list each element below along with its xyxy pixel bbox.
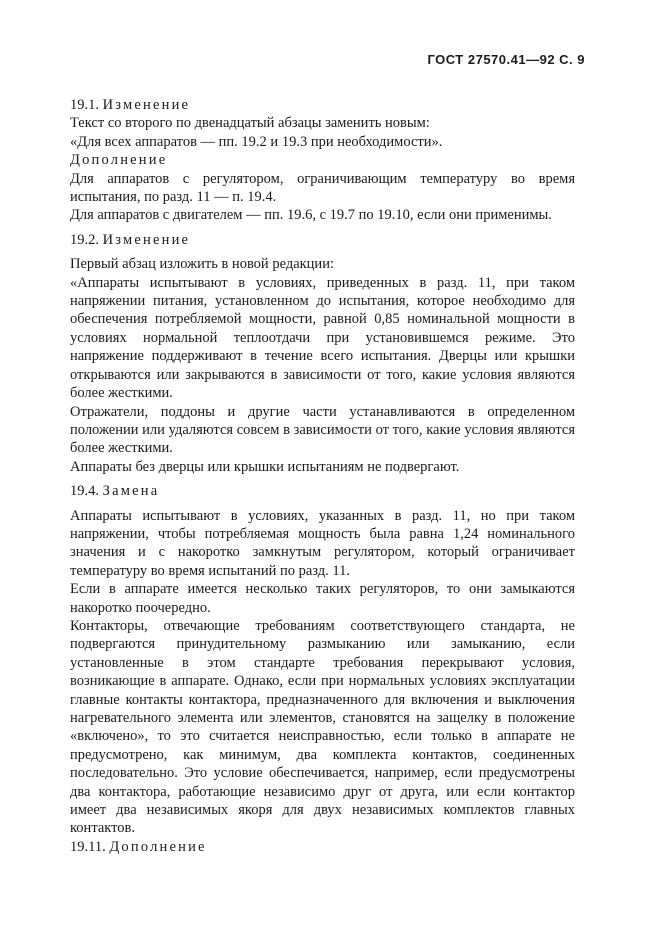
section-19-11-heading [70, 838, 575, 856]
section-title: Замена [102, 483, 160, 500]
page-header: ГОСТ 27570.41—92 С. 9 [427, 52, 585, 67]
section-19-2-heading [70, 231, 575, 249]
section-number: 19.11. [70, 838, 106, 855]
section-title: Изменение [102, 231, 191, 248]
section-title: Изменение [102, 97, 191, 113]
paragraph: Текст со второго по двенадцатый абзацы заменить новым: [70, 115, 430, 132]
section-number: 19.1. [70, 97, 99, 113]
section-number: 19.2. [70, 231, 99, 248]
paragraph: «Для всех аппаратов — пп. 19.2 и 19.3 при необходимости». [70, 133, 443, 150]
paragraph: Отражатели, поддоны и другие части устанавливаются в определенном положении или удаляются совсем в зависимости от того, какие условия являются более жесткими. [70, 403, 575, 457]
paragraph: Контакторы, отвечающие требованиям соответствующего стандарта, не подвергаются принудительному размыканию или замыканию, если установленные в этом стандарте требования перекрывают условия, возникающие в аппарате. Однако, если при нормальных условиях эксплуатации главные контакты контактора, предназначенного для включения и выключения нагревательного элемента или элементов, становятся на защелку в положение «включено», то это считается неисправностью, если только в аппарате не предусмотрено, как минимум, два комплекта контактов, соединенных последовательно. Это условие обеспечивается, например, если предусмотрены два контактора, работающие независимо друг от друга, или если контактор имеет два независимых якоря для двух независимых комплектов главных контактов. [70, 617, 575, 837]
paragraph: Аппараты испытывают в условиях, указанных в разд. 11, но при таком напряжении, чтобы потребляемая мощность была равна 1,24 номинального значения и с накоротко замкнутым регулятором, который ограничивает температуру во время испытаний по разд. 11. [70, 507, 575, 579]
paragraph: Для аппаратов с регулятором, ограничивающим температуру во время испытания, по разд. 11 — п. 19.4. [70, 170, 575, 206]
paragraph: Аппараты без дверцы или крышки испытаниям не подвергают. [70, 458, 460, 475]
paragraph: «Аппараты испытывают в условиях, приведенных в разд. 11, при таком напряжении питания, установленном до испытания, которое необходимо для обеспечения потребляемой мощности, равной 0,85 номинальной мощности в условиях нормальной теплоотдачи при установившемся режиме. Это напряжение поддерживают в течение всего испытания. Дверцы или крышки открываются или закрываются в зависимости от того, какие условия являются более жесткими. [70, 274, 575, 402]
document-body [70, 96, 575, 856]
section-19-4-heading [70, 482, 575, 500]
section-number: 19.4. [70, 483, 99, 500]
section-title: Дополнение [109, 838, 207, 855]
paragraph: Первый абзац изложить в новой редакции: [70, 256, 334, 273]
paragraph: Если в аппарате имеется несколько таких регуляторов, то они замыкаются накоротко поочередно. [70, 581, 575, 616]
subsection-title: Дополнение [70, 152, 168, 169]
section-19-1-heading [70, 96, 575, 114]
paragraph: Для аппаратов с двигателем — пп. 19.6, с 19.7 по 19.10, если они применимы. [70, 207, 552, 224]
